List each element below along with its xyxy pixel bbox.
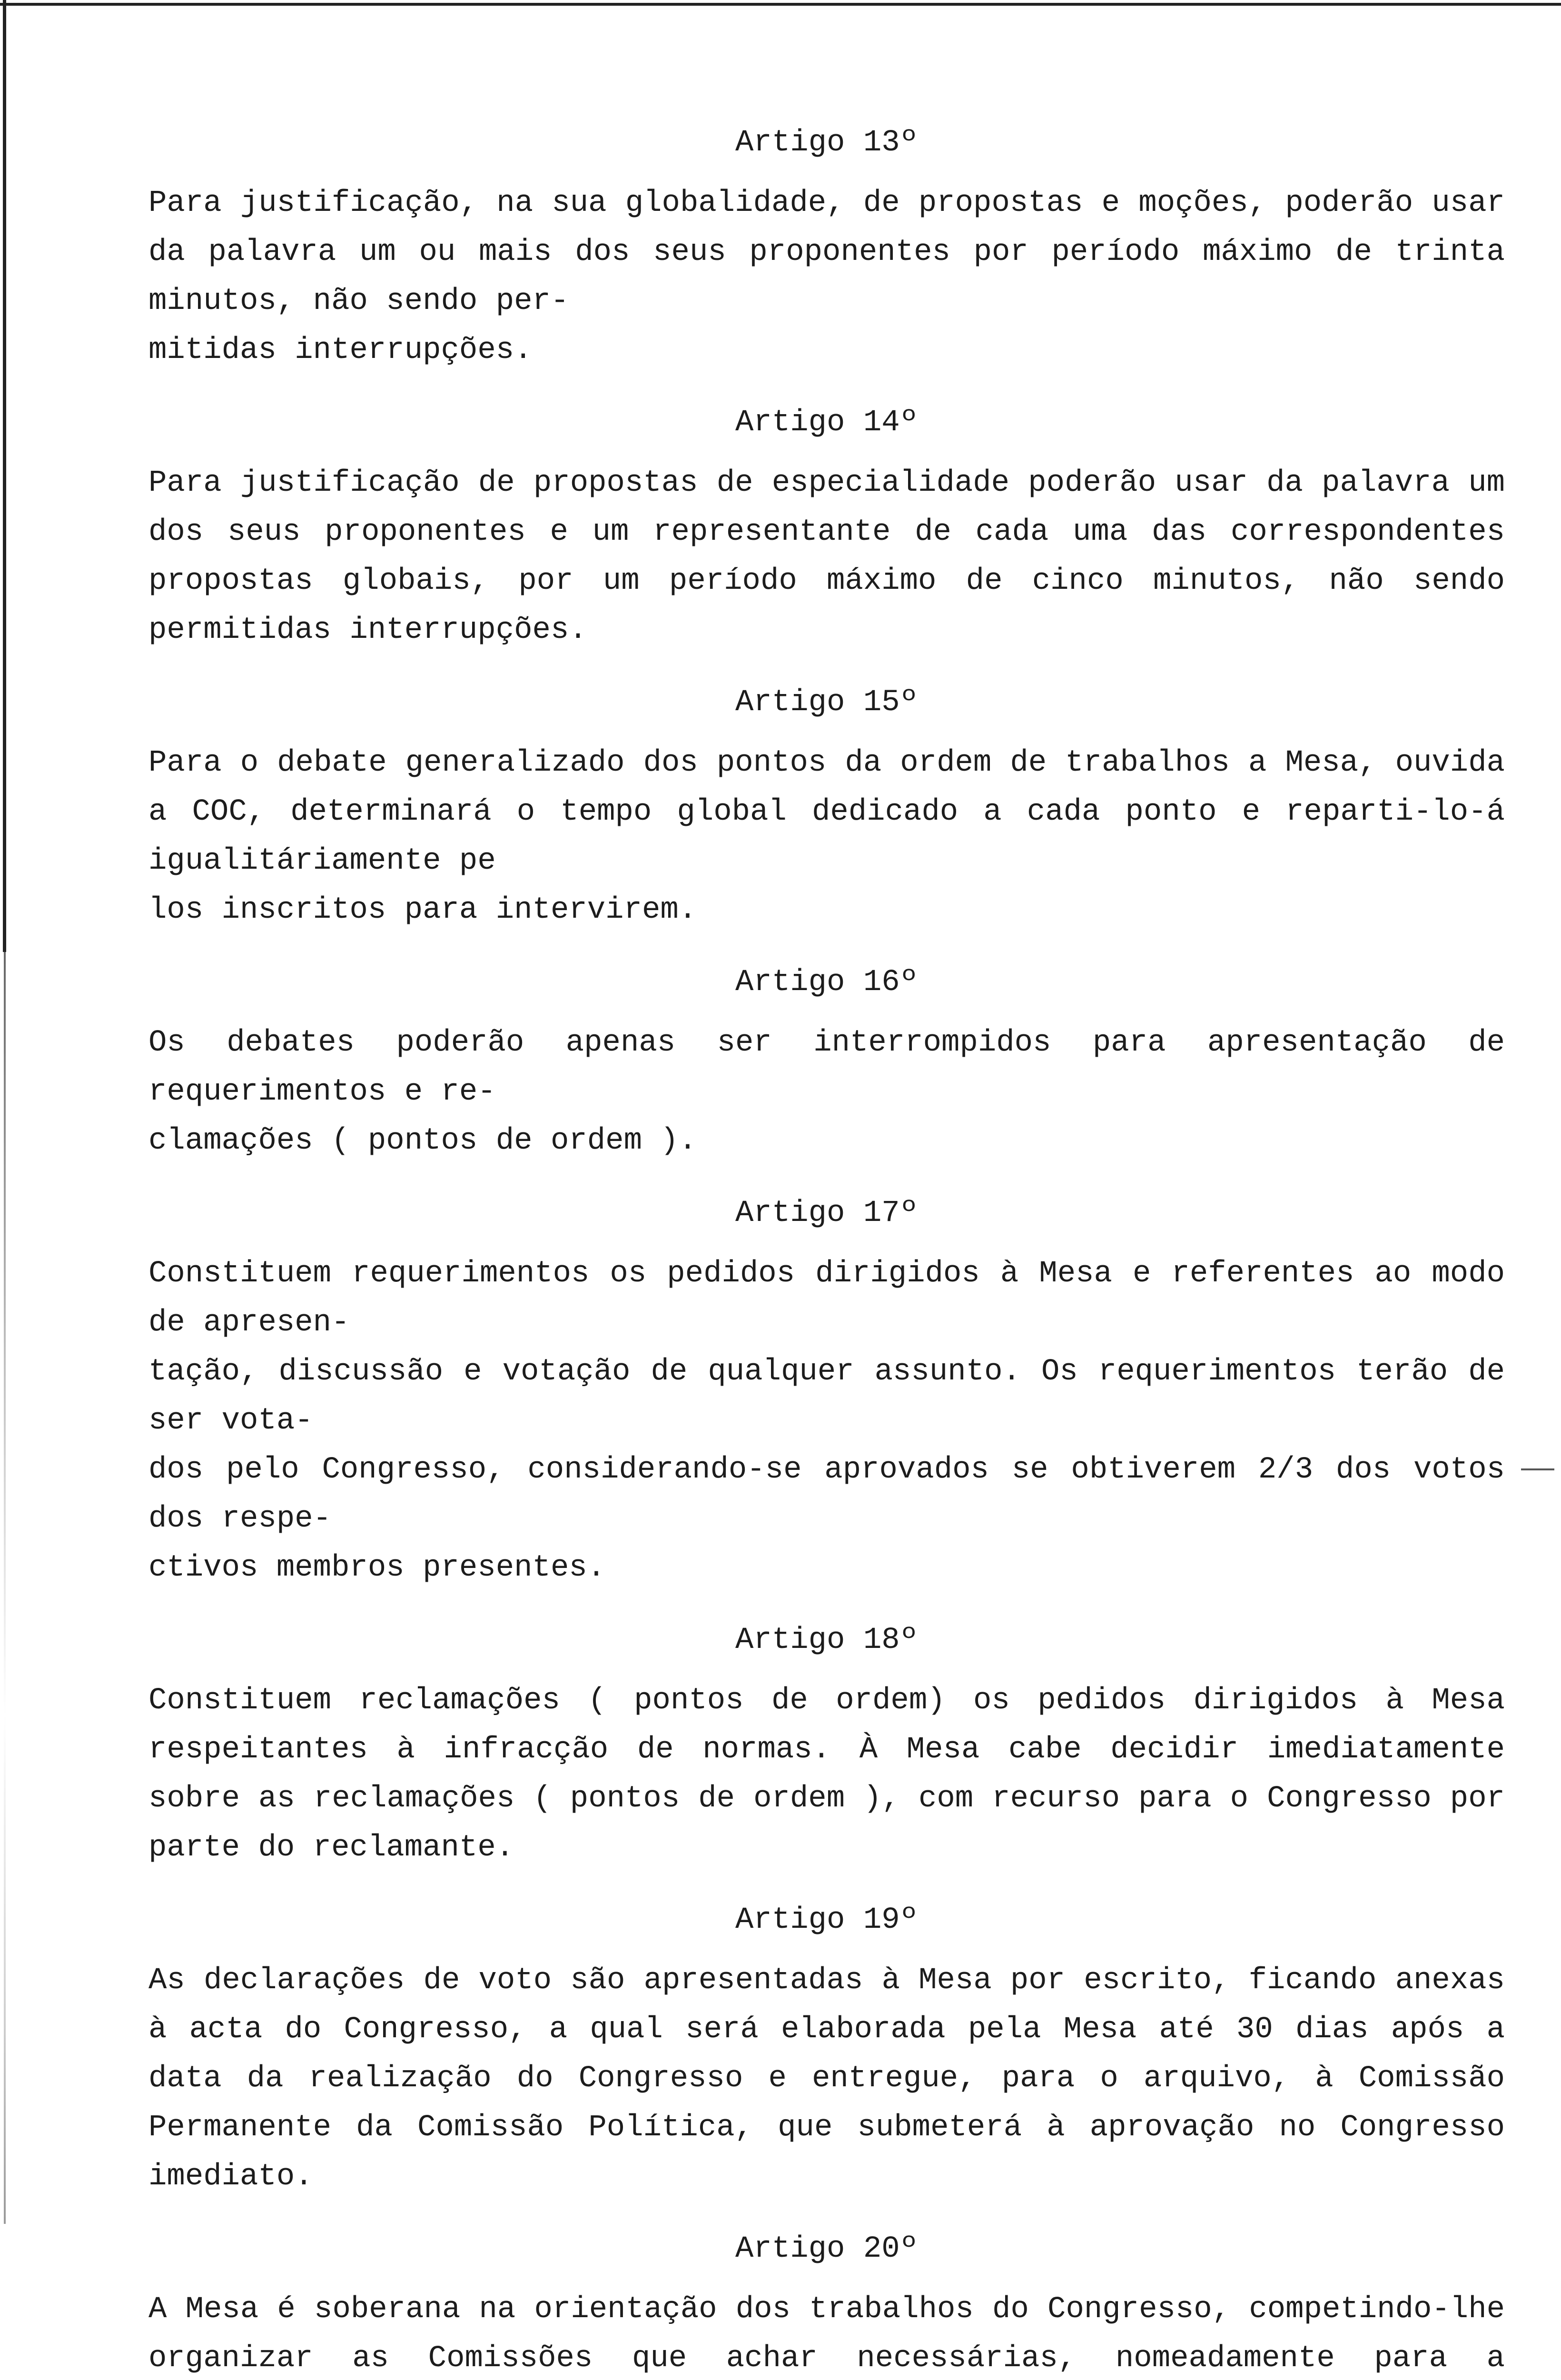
scan-border-top bbox=[0, 3, 1561, 6]
document-body bbox=[148, 118, 1505, 2380]
article-heading: Artigo 16º bbox=[735, 965, 919, 1000]
scan-border-left bbox=[3, 0, 6, 952]
article-text: Para o debate generalizado dos pontos da ordem de trabalhos a Mesa, ouvida a COC, determinará o tempo global dedicado a cada ponto e reparti-lo-á igualitáriamente pe los inscritos para intervirem. bbox=[148, 746, 1505, 927]
article-20 bbox=[148, 2224, 1505, 2380]
article-19 bbox=[148, 1895, 1505, 2202]
article-14 bbox=[148, 398, 1505, 655]
article-text: Constituem reclamações ( pontos de ordem) os pedidos dirigidos à Mesa respeitantes à infracção de normas. À Mesa cabe decidir imediatamente sobre as reclamações ( pontos de ordem ), com recurso para o Congresso por parte do reclamante. bbox=[148, 1684, 1505, 1865]
article-heading: Artigo 20º bbox=[735, 2232, 919, 2266]
scan-border-left-lower bbox=[4, 952, 6, 2224]
article-heading: Artigo 14º bbox=[735, 406, 919, 440]
margin-mark bbox=[1521, 1468, 1554, 1470]
article-text: Para justificação de propostas de especialidade poderão usar da palavra um dos seus proponentes e um representante de cada uma das correspondentes propostas globais, por um período máximo de cinco minutos, não sendo permitidas interrupções. bbox=[148, 466, 1505, 647]
article-text: A Mesa é soberana na orientação dos trabalhos do Congresso, competindo-lhe organizar as Comissões que achar necessárias, nomeadamente para a bbox=[148, 2292, 1505, 2376]
article-15 bbox=[148, 678, 1505, 935]
article-text: As declarações de voto são apresentadas à Mesa por escrito, ficando anexas à acta do Congresso, a qual será elaborada pela Mesa até 30 dias após a data da realização do Congresso e entregue, para o arquivo, à Comissão Permanente da Comissão Política, que submeterá à aprovação no Congresso imediato. bbox=[148, 1964, 1505, 2194]
article-heading: Artigo 13º bbox=[735, 126, 919, 160]
article-text: Para justificação, na sua globalidade, de propostas e moções, poderão usar da palavra um ou mais dos seus proponentes por período máximo de trinta minutos, não sendo per- mitidas interrupções. bbox=[148, 186, 1505, 367]
article-13 bbox=[148, 118, 1505, 375]
article-heading: Artigo 19º bbox=[735, 1903, 919, 1937]
article-text: Constituem requerimentos os pedidos dirigidos à Mesa e referentes ao modo de apresen- tação, discussão e votação de qualquer assunto. Os requerimentos terão de ser vota- dos pelo Congresso, considerando-se aprovados se obtiverem 2/3 dos votos dos respe- ctivos membros presentes. bbox=[148, 1257, 1505, 1585]
article-heading: Artigo 17º bbox=[735, 1196, 919, 1230]
article-18 bbox=[148, 1616, 1505, 1873]
article-heading: Artigo 15º bbox=[735, 685, 919, 720]
article-text: Os debates poderão apenas ser interrompidos para apresentação de requerimentos e re- clamações ( pontos de ordem ). bbox=[148, 1026, 1505, 1158]
article-heading: Artigo 18º bbox=[735, 1623, 919, 1657]
article-17 bbox=[148, 1189, 1505, 1593]
article-16 bbox=[148, 958, 1505, 1166]
